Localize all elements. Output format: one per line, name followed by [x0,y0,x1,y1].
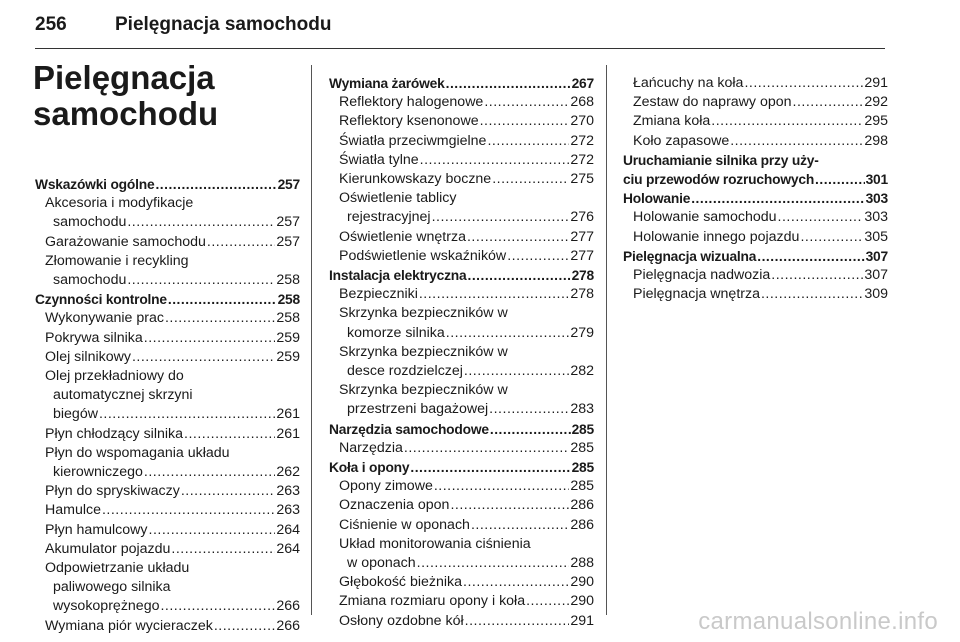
toc-entry-text: Olej silnikowy [45,348,131,365]
column-divider [311,65,312,615]
dot-leader [464,362,569,381]
toc-entry-text: samochodu [53,272,127,289]
header-rule [35,48,885,49]
dot-leader [132,348,275,367]
toc-entry[interactable] [329,439,594,458]
dot-leader [800,228,863,247]
dot-leader [434,477,569,496]
dot-leader [507,247,569,266]
toc-entry-text: rejestracyjnej [347,209,431,226]
toc-entry-text: Osłony ozdobne kół [339,612,464,629]
toc-page-number: 266 [276,617,300,634]
dot-leader [214,617,276,636]
toc-page-number: 266 [276,598,300,615]
dot-leader [127,213,275,232]
dot-leader [761,285,863,304]
dot-leader [793,93,864,112]
toc-page-number: 277 [570,247,594,264]
running-title: Pielęgnacja samochodu [115,14,332,35]
toc-entry-text: Skrzynka bezpieczników w [339,382,508,399]
toc-entry-text: Skrzynka bezpieczników w [339,343,508,360]
dot-leader [490,420,571,439]
toc-entry-text: kierowniczego [53,464,143,481]
toc-entry-text: Pokrywa silnika [45,329,143,346]
toc-entry-text: Płyn hamulcowy [45,521,148,538]
toc-entry[interactable] [35,367,300,425]
dot-leader [102,501,275,520]
toc-entry[interactable] [623,74,888,93]
toc-heading-text: Wskazówki ogólne [35,177,155,192]
toc-heading[interactable] [329,420,594,439]
toc-entry-text: Skrzynka bezpieczników w [339,305,508,322]
toc-entry-text: Płyn do wspomagania układu [45,444,230,461]
dot-leader [155,175,276,194]
toc-entry-text: biegów [53,406,98,423]
toc-entry[interactable] [329,612,594,631]
toc-entry-text: Narzędzia [339,439,403,456]
dot-leader [171,540,275,559]
toc-entry[interactable] [623,112,888,131]
dot-leader [487,132,569,151]
toc-entry[interactable] [35,252,300,290]
dot-leader [446,324,570,343]
toc-entry[interactable] [35,540,300,559]
toc-page-number: 291 [570,612,594,629]
toc-entry-text: Zestaw do naprawy opon [633,94,792,111]
column-divider [606,65,607,615]
chapter-title-line: Pielęgnacja [33,59,215,96]
toc-page-number: 291 [864,75,888,91]
toc-page-number: 307 [865,248,888,264]
dot-leader [181,482,276,501]
toc-entry-text: Opony zimowe [339,478,433,495]
toc-entry[interactable] [329,93,594,112]
toc-entry[interactable] [329,573,594,592]
toc-page-number: 283 [570,401,594,418]
toc-page-number: 257 [277,177,300,192]
toc-entry-text: Pielęgnacja nadwozia [633,267,771,284]
toc-entry-text: Oświetlenie tablicy [339,190,457,207]
toc-entry-text: Wymiana piór wycieraczek [45,617,213,634]
toc-page-number: 290 [570,574,594,591]
toc-entry[interactable] [329,151,594,170]
toc-entry[interactable] [329,535,594,573]
dot-leader [419,285,569,304]
toc-entry[interactable] [623,132,888,151]
toc-entry-text: Reflektory halogenowe [339,94,484,111]
toc-entry[interactable] [623,266,888,285]
dot-leader [480,112,570,131]
toc-entry-text: przestrzeni bagażowej [347,401,489,418]
dot-leader [744,74,863,93]
dot-leader [778,208,864,227]
toc-page-number: 268 [570,94,594,111]
toc-page-number: 264 [276,540,300,557]
toc-heading-text: Wymiana żarówek [329,76,445,91]
toc-entry[interactable] [35,194,300,232]
toc-entry[interactable] [623,285,888,304]
toc-page-number: 258 [277,292,300,308]
toc-entry[interactable] [329,132,594,151]
chapter-title [33,60,313,132]
dot-leader [484,93,569,112]
toc-entry[interactable] [329,189,594,227]
toc-page-number: 295 [864,113,888,130]
toc-page-number: 259 [276,348,300,365]
toc-heading-text: Instalacja elektryczna [329,268,467,284]
toc-heading[interactable] [623,247,888,266]
toc-entry[interactable] [329,228,594,247]
dot-leader [691,189,864,208]
toc-page-number: 285 [570,478,594,495]
toc-heading[interactable] [623,151,888,189]
toc-entry[interactable] [35,444,300,482]
toc-entry[interactable] [329,592,594,611]
page-header [0,0,960,50]
toc-entry[interactable] [623,208,888,227]
toc-heading[interactable] [35,175,300,194]
toc-column-2 [329,74,594,631]
toc-entry-text: Odpowietrzanie układu [45,560,190,577]
toc-entry[interactable] [329,477,594,496]
toc-page-number: 279 [570,324,594,341]
toc-entry-text: samochodu [53,214,127,231]
toc-page-number: 285 [571,460,594,476]
dot-leader [410,458,570,477]
toc-page-number: 257 [276,214,300,231]
dot-leader [432,208,570,227]
toc-entry-text: automatycznej skrzyni [53,387,193,404]
dot-leader [149,521,276,540]
toc-column-1 [35,175,300,636]
dot-leader [144,329,276,348]
toc-page-number: 276 [570,209,594,226]
dot-leader [730,132,863,151]
toc-entry-text: Pielęgnacja wnętrza [633,286,760,303]
toc-page-number: 305 [864,228,888,245]
toc-entry-text: Holowanie innego pojazdu [633,228,800,245]
toc-entry[interactable] [35,482,300,501]
toc-entry-text: Olej przekładniowy do [45,368,184,385]
toc-entry-text: Układ monitorowania ciśnienia [339,535,531,552]
toc-entry[interactable] [35,617,300,636]
toc-entry[interactable] [35,501,300,520]
toc-column-3 [623,74,888,304]
toc-page-number: 282 [570,363,594,380]
toc-entry-text: Głębokość bieżnika [339,574,463,591]
toc-heading[interactable] [35,290,300,309]
toc-entry[interactable] [329,496,594,515]
toc-heading-text: Koła i opony [329,460,410,476]
toc-entry-text: Holowanie samochodu [633,209,777,226]
toc-page-number: 258 [276,310,300,327]
dot-leader [467,266,570,285]
dot-leader [144,463,275,482]
toc-heading-text: Pielęgnacja wizualna [623,248,757,264]
toc-entry[interactable] [35,559,300,617]
toc-entry-text: Oznaczenia opon [339,497,450,514]
toc-entry[interactable] [329,304,594,342]
toc-entry-text: desce rozdzielczej [347,363,463,380]
toc-page-number: 307 [864,267,888,284]
dot-leader [771,266,863,285]
toc-entry-text: Łańcuchy na koła [633,75,744,91]
toc-page-number: 263 [276,483,300,500]
toc-entry-text: Płyn do spryskiwaczy [45,483,180,500]
toc-entry-text: Bezpieczniki [339,286,418,303]
dot-leader [160,597,275,616]
toc-entry-text: Podświetlenie wskaźników [339,247,507,264]
toc-page-number: 264 [276,521,300,538]
dot-leader [463,573,569,592]
toc-heading-text: Holowanie [623,191,691,207]
toc-entry-text: Światła przeciwmgielne [339,132,487,149]
toc-page-number: 275 [570,171,594,188]
toc-page-number: 288 [570,555,594,572]
toc-page-number: 286 [570,516,594,533]
toc-entry-text: Oświetlenie wnętrza [339,228,466,245]
toc-entry-text: komorze silnika [347,324,445,341]
toc-page-number: 261 [276,406,300,423]
toc-entry-text: Płyn chłodzący silnika [45,425,183,442]
toc-page-number: 267 [571,76,594,91]
watermark: carmanualsonline.info [698,608,938,635]
toc-page-number: 259 [276,329,300,346]
toc-entry[interactable] [35,521,300,540]
toc-entry[interactable] [329,285,594,304]
toc-page-number: 303 [865,191,888,207]
dot-leader [711,112,863,131]
page-number: 256 [35,14,67,35]
dot-leader [99,405,275,424]
toc-entry-text: Hamulce [45,502,101,519]
toc-entry-text: Kierunkowskazy boczne [339,171,492,188]
dot-leader [526,592,569,611]
toc-entry[interactable] [35,425,300,444]
dot-leader [467,228,569,247]
toc-page-number: 263 [276,502,300,519]
toc-heading-text: Uruchamianie silnika przy uży- [623,152,819,168]
toc-page-number: 309 [864,286,888,303]
toc-entry-text: Wykonywanie prac [45,310,164,327]
toc-entry-text: Światła tylne [339,151,419,168]
toc-entry-text: paliwowego silnika [53,579,171,596]
toc-entry[interactable] [329,516,594,535]
toc-page-number: 258 [276,272,300,289]
toc-page-number: 272 [570,132,594,149]
toc-page-number: 286 [570,497,594,514]
toc-entry-text: Ciśnienie w oponach [339,516,470,533]
toc-entry-text: Zmiana koła [633,113,711,130]
toc-entry-text: w oponach [347,555,416,572]
toc-entry-text: wysokoprężnego [53,598,160,615]
toc-page-number: 261 [276,425,300,442]
toc-page-number: 278 [571,268,594,284]
toc-page-number: 290 [570,593,594,610]
toc-heading[interactable] [329,266,594,285]
toc-entry-text: Koło zapasowe [633,132,730,149]
dot-leader [168,290,277,309]
toc-entry[interactable] [35,309,300,328]
dot-leader [465,612,570,631]
toc-entry[interactable] [329,343,594,381]
dot-leader [417,554,570,573]
toc-entry-text: Akcesoria i modyfikacje [45,195,194,212]
toc-page-number: 272 [570,151,594,168]
toc-entry[interactable] [623,93,888,112]
toc-entry-text: Złomowanie i recykling [45,252,189,269]
toc-page-number: 277 [570,228,594,245]
toc-page-number: 303 [864,209,888,226]
toc-entry-text: Garażowanie samochodu [45,233,206,250]
toc-entry[interactable] [329,381,594,419]
toc-heading-text: Czynności kontrolne [35,292,167,308]
toc-heading[interactable] [623,189,888,208]
toc-entry-text: Reflektory ksenonowe [339,113,479,130]
toc-page-number: 285 [571,421,594,437]
dot-leader [450,496,569,515]
toc-entry[interactable] [329,247,594,266]
toc-heading-text: ciu przewodów rozruchowych [623,172,815,188]
toc-heading[interactable] [329,74,594,93]
toc-page-number: 292 [864,94,888,111]
toc-page-number: 262 [276,464,300,481]
toc-heading-text: Narzędzia samochodowe [329,421,489,437]
toc-entry[interactable] [35,233,300,252]
dot-leader [404,439,569,458]
toc-entry-text: Zmiana rozmiaru opony i koła [339,593,526,610]
toc-page-number: 257 [276,233,300,250]
dot-leader [815,170,865,189]
toc-page-number: 298 [864,132,888,149]
dot-leader [757,247,864,266]
toc-page-number: 301 [865,172,888,188]
toc-entry[interactable] [329,170,594,189]
toc-heading[interactable] [329,458,594,477]
dot-leader [165,309,275,328]
dot-leader [127,271,275,290]
toc-page-number: 278 [570,286,594,303]
dot-leader [184,425,275,444]
dot-leader [489,400,569,419]
toc-entry[interactable] [35,348,300,367]
dot-leader [207,233,275,252]
toc-page-number: 270 [570,113,594,130]
dot-leader [492,170,569,189]
toc-entry[interactable] [329,112,594,131]
dot-leader [446,74,571,93]
toc-page-number: 285 [570,439,594,456]
dot-leader [471,516,569,535]
toc-entry-text: Akumulator pojazdu [45,540,171,557]
toc-entry[interactable] [623,228,888,247]
toc-entry[interactable] [35,329,300,348]
chapter-title-line: samochodu [33,95,219,132]
dot-leader [420,151,570,170]
